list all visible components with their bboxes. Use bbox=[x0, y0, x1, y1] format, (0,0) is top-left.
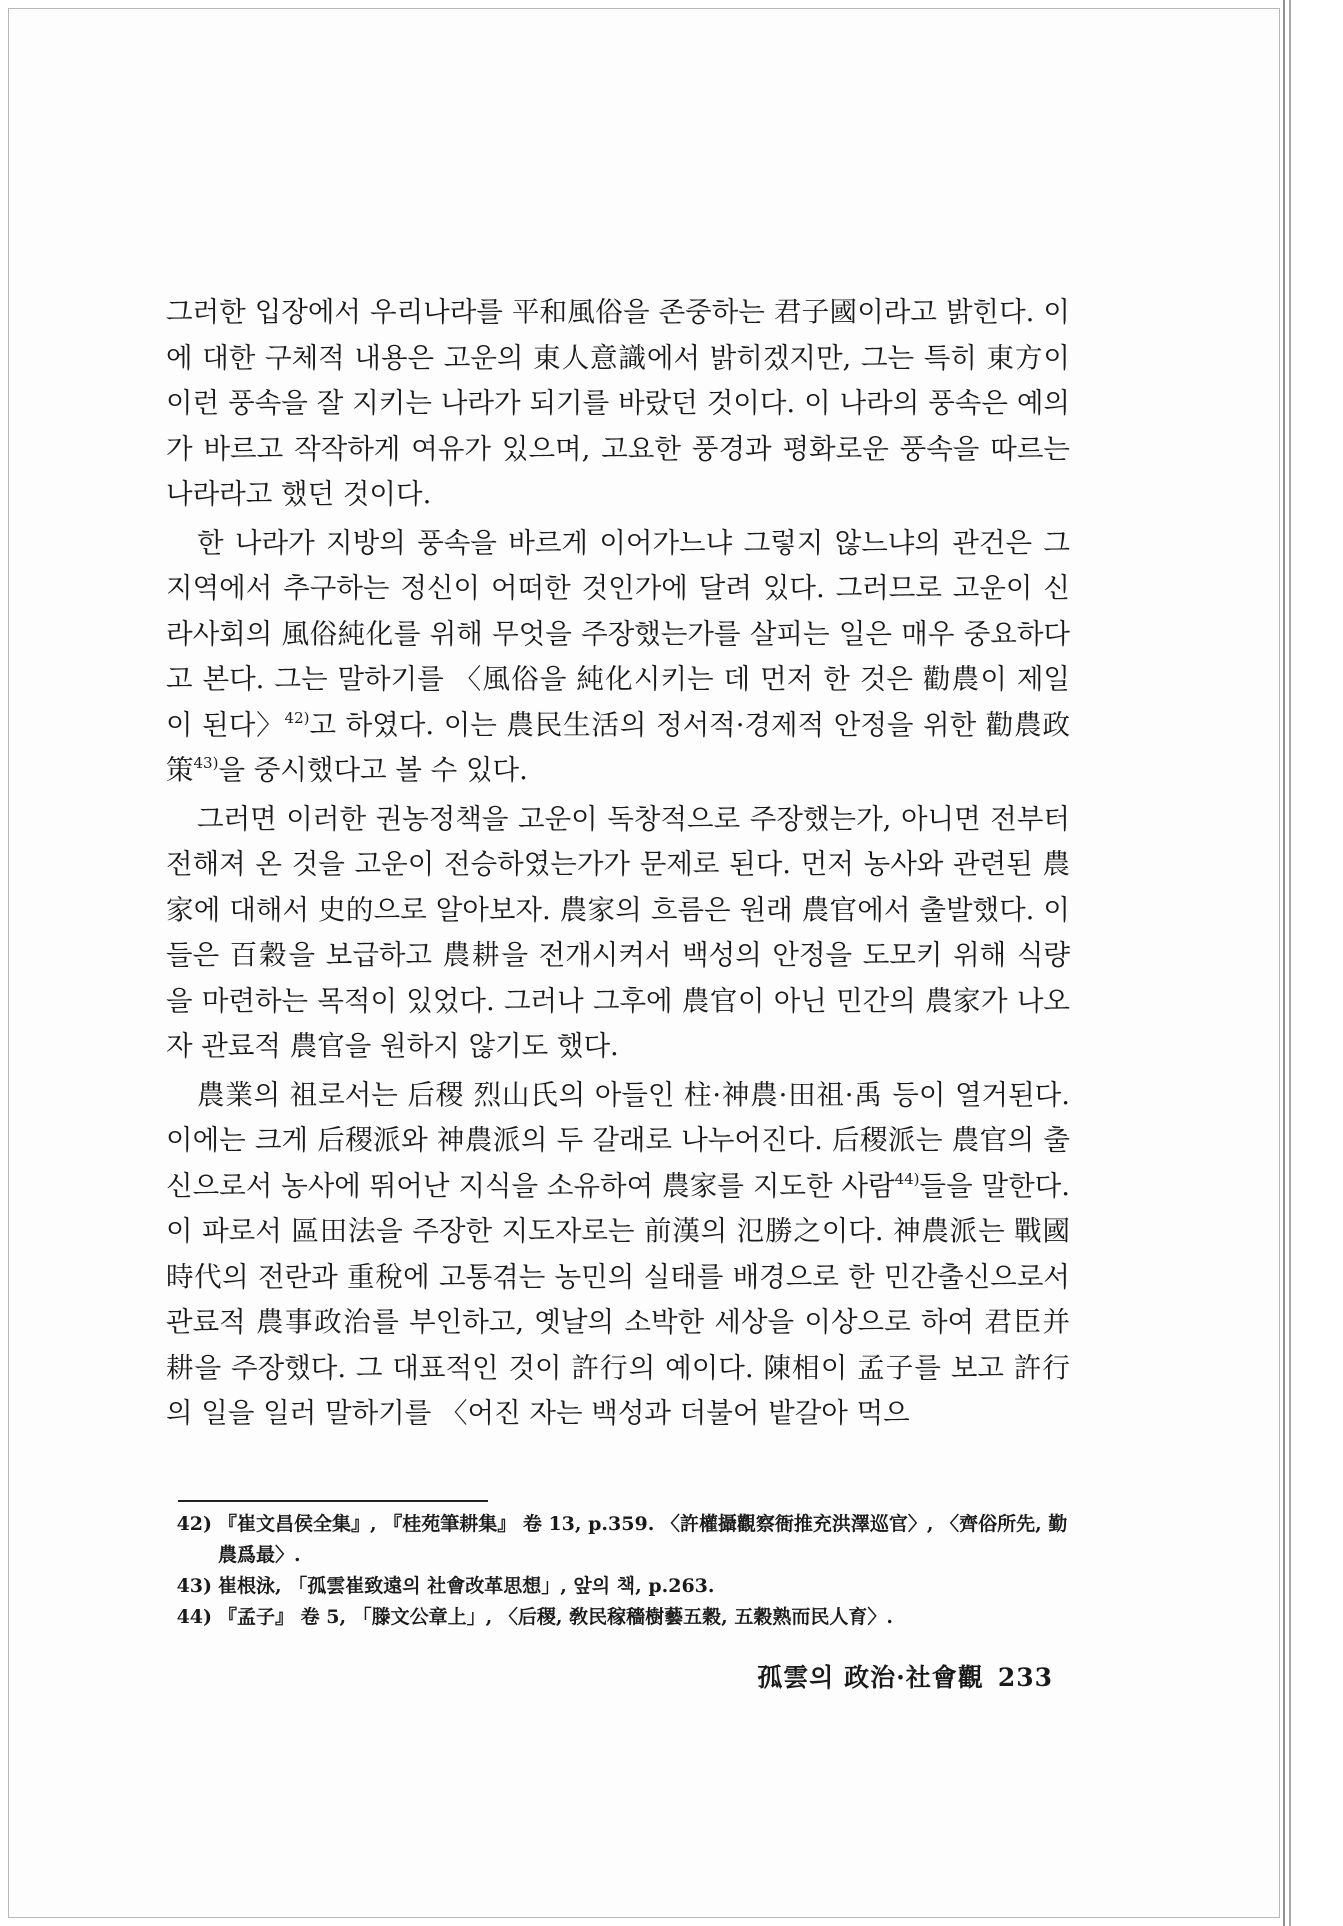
paragraph: 그러한 입장에서 우리나라를 平和風俗을 존중하는 君子國이라고 밝힌다. 이에 대한 구체적 내용은 고운의 東人意識에서 밝히겠지만, 그는 특히 東方이 이런 풍속을 잘 지키는 나라가 되기를 바랐던 것이다. 이 나라의 풍속은 예의가 바르고 작작하게 여유가 있으며, 고요한 풍경과 평화로운 풍속을 따르는 나라라고 했던 것이다. bbox=[166, 296, 1070, 510]
paragraph bbox=[166, 1073, 1070, 1437]
page-number: 233 bbox=[997, 1663, 1053, 1692]
footnote bbox=[168, 1602, 1072, 1633]
footnote-ref: 44) bbox=[894, 1169, 920, 1188]
body-text bbox=[166, 290, 1070, 1440]
running-footer bbox=[743, 1658, 1053, 1694]
text-run: 들을 말한다. 이 파로서 區田法을 주장한 지도자로는 前漢의 氾勝之이다. 神農派는 戰國時代의 전란과 重稅에 고통겪는 농민의 실태를 배경으로 한 민간출신으로서 관료적 農事政治를 부인하고, 옛날의 소박한 세상을 이상으로 하여 君臣并耕을 주장했다. 그 대표적인 것이 許行의 예이다. 陳相이 孟子를 보고 許行의 일을 일러 말하기를 〈어진 자는 백성과 더불어 밭갈아 먹으 bbox=[166, 1169, 1070, 1429]
running-title: 孤雲의 政治·社會觀 bbox=[757, 1663, 984, 1692]
footnote-ref: 42) bbox=[284, 708, 310, 727]
footnote-text: 『崔文昌侯全集』, 『桂苑筆耕集』 卷 13, p.359. 〈許權攝觀察衙推充洪澤巡官〉, 〈齊俗所先, 勤農爲最〉. bbox=[218, 1513, 1068, 1566]
text-run: 農業의 祖로서는 后稷 烈山氏의 아들인 柱·神農·田祖·禹 등이 열거된다. 이에는 크게 后稷派와 神農派의 두 갈래로 나누어진다. 后稷派는 農官의 출신으로서 농사에 뛰어난 지식을 소유하여 農家를 지도한 사람 bbox=[166, 1078, 1070, 1202]
footnote-number: 43) bbox=[176, 1575, 212, 1597]
text-run: 고 하였다. 이는 農民生活의 정서적·경제적 안정을 위한 勸農政策 bbox=[166, 708, 1071, 786]
footnote bbox=[168, 1571, 1072, 1602]
footnote-text: 崔根泳, 「孤雲崔致遠의 社會改革思想」, 앞의 책, p.263. bbox=[218, 1575, 715, 1597]
text-run: 을 중시했다고 볼 수 있다. bbox=[218, 754, 528, 786]
page-edge bbox=[1289, 0, 1291, 1926]
footnote-text: 『孟子』 卷 5, 「滕文公章上」, 〈后稷, 敎民稼穡樹藝五穀, 五穀熟而民人育〉. bbox=[218, 1606, 893, 1628]
page-edge bbox=[1283, 0, 1285, 1926]
text-run: 한 나라가 지방의 풍속을 바르게 이어가느냐 그렇지 않느냐의 관건은 그 지역에서 추구하는 정신이 어떠한 것인가에 달려 있다. 그러므로 고운이 신라사회의 風俗純化를 위해 무엇을 주장했는가를 살피는 일은 매우 중요하다고 본다. 그는 말하기를 〈風俗을 純化시키는 데 먼저 한 것은 勸農이 제일이 된다〉 bbox=[166, 526, 1070, 741]
footnote-ref: 43) bbox=[193, 754, 219, 772]
footnote-number: 42) bbox=[176, 1513, 212, 1535]
footnote bbox=[168, 1509, 1072, 1571]
footnote-divider bbox=[178, 1500, 488, 1502]
footnotes bbox=[168, 1509, 1072, 1633]
paragraph bbox=[166, 521, 1070, 794]
paragraph: 그러면 이러한 권농정책을 고운이 독창적으로 주장했는가, 아니면 전부터 전해져 온 것을 고운이 전승하였는가가 문제로 된다. 먼저 농사와 관련된 農家에 대해서 史的으로 알아보자. 農家의 흐름은 원래 農官에서 출발했다. 이들은 百穀을 보급하고 農耕을 전개시켜서 백성의 안정을 도모키 위해 식량을 마련하는 목적이 있었다. 그러나 그후에 農官이 아닌 민간의 農家가 나오자 관료적 農官을 원하지 않기도 했다. bbox=[166, 802, 1070, 1062]
footnote-number: 44) bbox=[176, 1606, 212, 1628]
